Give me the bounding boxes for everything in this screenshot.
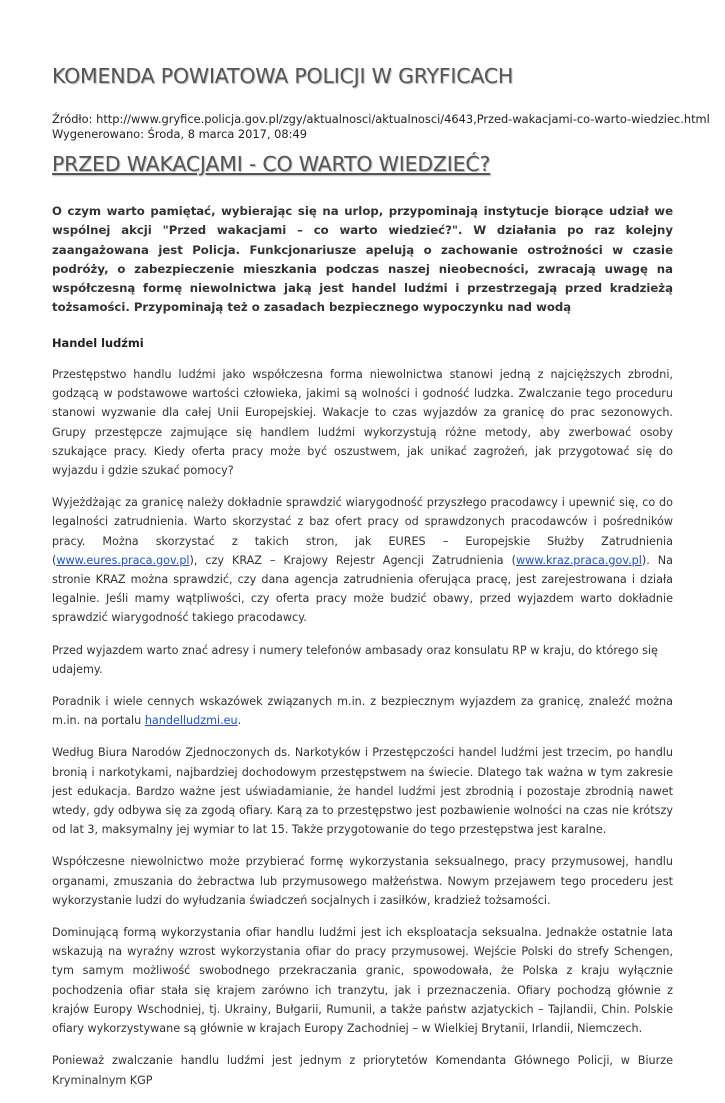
paragraph-text: ), czy KRAZ – Krajowy Rejestr Agencji Zatrudnienia ( (189, 553, 516, 567)
paragraph: Przed wyjazdem warto znać adresy i numery telefonów ambasady oraz konsulatu RP w kraju, do którego się udajemy. (52, 643, 658, 676)
paragraph: Dominującą formą wykorzystania ofiar handlu ludźmi jest ich eksploatacja seksualna. Jednakże ostatnie lata wskazują na wyraźny wzrost wykorzystania ofiar do pracy przymusowej. Wejście Polski do strefy Schengen, tym samym możliwość swobodnego przekraczania granic, spowodowała, że Polska z kraju wyłącznie pochodzenia ofiar stała się krajem zarówno ich tranzytu, jak i przeznaczenia. Ofiary pochodzą głównie z krajów Europy Wschodniej, tj. Ukrainy, Bułgarii, Rumunii, a także państw azjatyckich – Tajlandii, Chin. Polskie ofiary wykorzystywane są głównie w krajach Europy Zachodniej – w Wielkiej Brytanii, Irlandii, Niemczech. (52, 926, 673, 1036)
paragraph: Ponieważ zwalczanie handlu ludźmi jest jednym z priorytetów Komendanta Głównego Policji, w Biurze Kryminalnym KGP (52, 1054, 673, 1087)
paragraph (52, 692, 673, 730)
article-lead: O czym warto pamiętać, wybierając się na urlop, przypominają instytucje biorące udział we wspólnej akcji "Przed wakacjami – co warto wiedzieć?". W działania po raz kolejny zaangażowana jest Policja. Funkcjonariusze apelują o zachowanie ostrożności w czasie podróży, o zabezpieczenie mieszkania podczas naszej nieobecności, zwracają uwagę na współczesną formę niewolnictwa jaką jest handel ludźmi i przestrzegają przed kradzieżą tożsamości. Przypominają też o zasadach bezpiecznego wypoczynku nad wodą (52, 204, 673, 315)
paragraph-text: Wyjeżdżając za granicę należy dokładnie sprawdzić wiarygodność przyszłego pracodawcy i upewnić się, co do legalności zatrudnienia. Warto skorzystać z baz ofert pracy od sprawdzonych pracodawców i pośredników pracy. Można skorzystać z takich stron, jak EURES – Europejskie Służby Zatrudnienia ( (52, 496, 673, 567)
source-url: Źródło: http://www.gryfice.policja.gov.pl/zgy/aktualnosci/aktualnosci/4643,Przed-wakacjami-co-warto-wiedziec.html (52, 112, 710, 126)
kraz-link[interactable]: www.kraz.praca.gov.pl (515, 553, 642, 567)
paragraph-text: Poradnik i wiele cennych wskazówek związanych m.in. z bezpiecznym wyjazdem za granicę, znaleźć można m.in. na portalu (52, 695, 673, 728)
paragraph (52, 493, 673, 627)
site-title: KOMENDA POWIATOWA POLICJI W GRYFICACH (52, 64, 514, 88)
section-heading: Handel ludźmi (52, 336, 144, 350)
paragraph-text: ). Na stronie KRAZ można sprawdzić, czy dana agencja zatrudnienia oferująca pracę, jest zarejestrowana i działa legalnie. Jeśli mamy wątpliwości, czy oferta pracy może budzić obawy, przed wyjazdem warto dokładnie sprawdzić wiarygodność takiego pracodawcy. (52, 553, 673, 625)
eures-link[interactable]: www.eures.praca.gov.pl (56, 553, 190, 567)
paragraph-text: . (237, 714, 242, 728)
paragraph: Współczesne niewolnictwo może przybierać formę wykorzystania seksualnego, pracy przymusowej, handlu organami, zmuszania do żebractwa lub przymusowego małżeństwa. Nowym przejawem tego procederu jest wykorzystanie ludzi do wyłudzania świadczeń socjalnych i zasiłków, kradzież tożsamości. (52, 855, 673, 907)
document-meta (52, 112, 710, 142)
article-title: PRZED WAKACJAMI - CO WARTO WIEDZIEĆ? (52, 152, 491, 176)
paragraph: Przestępstwo handlu ludźmi jako współczesna forma niewolnictwa stanowi jedną z najcięższych zbrodni, godzącą w podstawowe wartości człowieka, jakimi są wolności i godność ludzka. Zwalczanie tego proceduru stanowi wyzwanie dla całej Unii Europejskiej. Wakacje to czas wyjazdów za granicę do prac sezonowych. Grupy przestępcze zajmujące się handlem ludźmi wykorzystują różne metody, aby zwerbować osoby szukające pracy. Kiedy oferta pracy może być oszustwem, jak unikać zagrożeń, jak przygotować się do wyjazdu i gdzie szukać pomocy? (52, 368, 673, 478)
handelludzmi-link[interactable]: handelludzmi.eu (144, 714, 238, 728)
generated-date: Wygenerowano: Środa, 8 marca 2017, 08:49 (52, 127, 307, 141)
article-body (52, 336, 673, 1103)
paragraph: Według Biura Narodów Zjednoczonych ds. Narkotyków i Przestępczości handel ludźmi jest trzecim, po handlu bronią i narkotykami, najbardziej dochodowym przestępstwem na świecie. Dlatego tak ważna w tym zakresie jest edukacja. Bardzo ważne jest uświadamianie, że handel ludźmi jest zbrodnią i pozostaje zbrodnią nawet wtedy, gdy odbywa się za zgodą ofiary. Karą za to przestępstwo jest pozbawienie wolności na czas nie krótszy od lat 3, maksymalny jej wymiar to lat 15. Także przygotowanie do tego przestępstwa jest karalne. (52, 746, 673, 837)
